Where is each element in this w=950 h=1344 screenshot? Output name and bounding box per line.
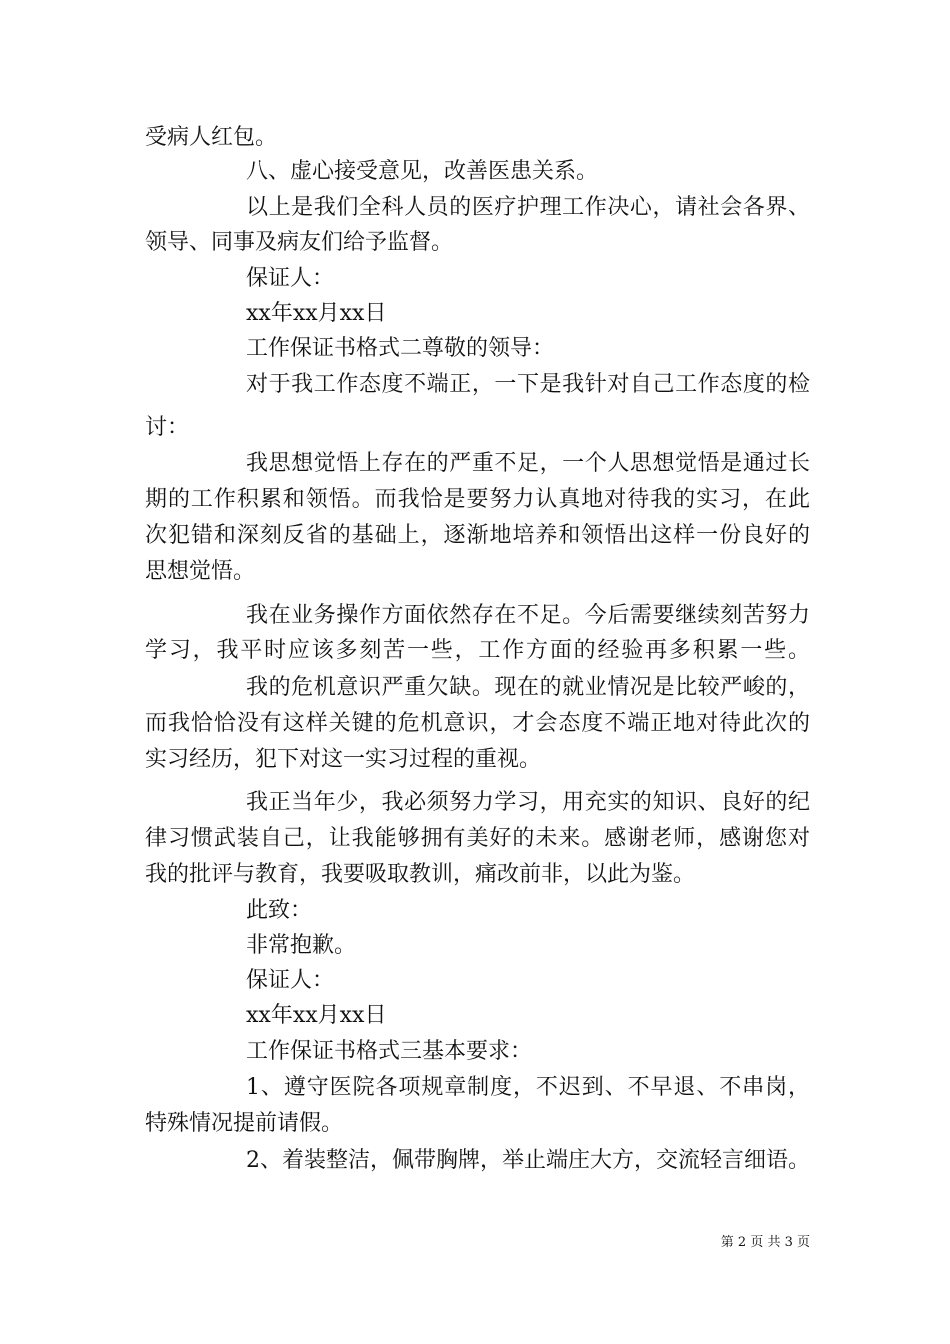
text-line: 对于我工作态度不端正，一下是我针对自己工作态度的检 <box>246 372 810 397</box>
text-line: 律习惯武装自己，让我能够拥有美好的未来。感谢老师，感谢您对 <box>145 826 810 851</box>
text-line: 学习，我平时应该多刻苦一些，工作方面的经验再多积累一些。 <box>145 638 810 663</box>
text-line: 而我恰恰没有这样关键的危机意识，才会态度不端正地对待此次的 <box>145 711 810 736</box>
text-line: xx年xx月xx日 <box>246 301 387 326</box>
text-line: 实习经历，犯下对这一实习过程的重视。 <box>145 747 542 772</box>
text-line: 非常抱歉。 <box>246 933 357 958</box>
text-line: 我思想觉悟上存在的严重不足，一个人思想觉悟是通过长 <box>246 451 810 476</box>
text-line: 特殊情况提前请假。 <box>145 1111 344 1136</box>
text-line: 我正当年少，我必须努力学习，用充实的知识、良好的纪 <box>246 790 810 815</box>
text-line: 工作保证书格式三基本要求： <box>246 1039 533 1064</box>
text-line: 八、虚心接受意见，改善医患关系。 <box>246 159 599 184</box>
text-line: 受病人红包。 <box>145 125 278 150</box>
text-line: 1、遵守医院各项规章制度，不迟到、不早退、不串岗， <box>246 1075 810 1100</box>
text-line: 2、着装整洁，佩带胸牌，举止端庄大方，交流轻言细语。 <box>246 1148 810 1173</box>
text-line: 此致： <box>246 898 313 923</box>
text-line: 以上是我们全科人员的医疗护理工作决心，请社会各界、 <box>246 195 810 220</box>
text-line: 思想觉悟。 <box>145 559 256 584</box>
text-line: 我在业务操作方面依然存在不足。今后需要继续刻苦努力 <box>246 603 810 628</box>
text-line: 保证人： <box>246 266 335 291</box>
text-line: 期的工作积累和领悟。而我恰是要努力认真地对待我的实习，在此 <box>145 487 810 512</box>
text-line: 我的危机意识严重欠缺。现在的就业情况是比较严峻的， <box>246 675 810 700</box>
text-line: 讨： <box>145 415 190 440</box>
text-line: 保证人： <box>246 968 335 993</box>
page-number: 第 2 页 共 3 页 <box>720 1235 810 1250</box>
text-line: 领导、同事及病友们给予监督。 <box>145 230 454 255</box>
text-line: 次犯错和深刻反省的基础上，逐渐地培养和领悟出这样一份良好的 <box>145 523 810 548</box>
text-line: 工作保证书格式二尊敬的领导： <box>246 336 555 361</box>
text-line: xx年xx月xx日 <box>246 1003 387 1028</box>
text-line: 我的批评与教育，我要吸取教训，痛改前非，以此为鉴。 <box>145 862 696 887</box>
